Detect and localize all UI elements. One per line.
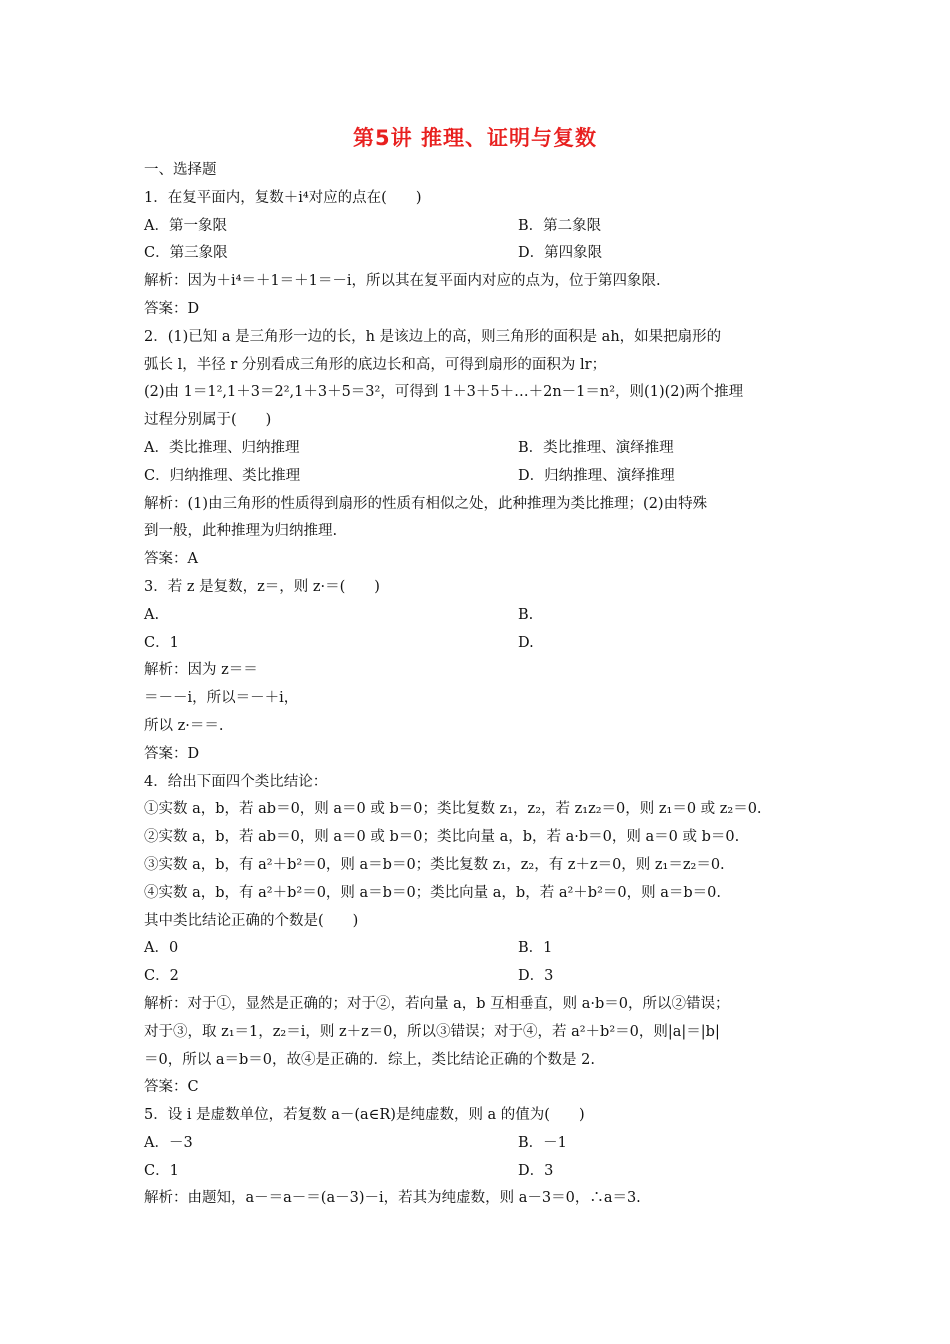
option-left: C．第三象限: [144, 245, 228, 262]
text-line: 解析：因为 z＝＝: [144, 662, 258, 679]
text-line: 对于③，取 z₁＝1，z₂＝i，则 z＋z＝0，所以③错误；对于④，若 a²＋b²＝0，则|a|＝|b|: [144, 1023, 720, 1040]
text-line: 解析：对于①，显然是正确的；对于②，若向量 a，b 互相垂直，则 a·b＝0，所以②错误；: [144, 995, 730, 1012]
option-right: D．3: [518, 1162, 554, 1179]
text-line: 解析：由题知，a－＝a－＝(a－3)－i，若其为纯虚数，则 a－3＝0，∴a＝3.: [144, 1190, 641, 1207]
text-line: 所以 z·＝＝.: [144, 717, 224, 734]
option-right: B．第二象限: [518, 217, 602, 234]
option-right: D．3: [518, 968, 554, 985]
text-line: 其中类比结论正确的个数是( ): [144, 912, 359, 929]
page-title: 第5讲 推理、证明与复数: [353, 126, 597, 150]
options-row: [144, 630, 824, 658]
text-line: 弧长 l，半径 r 分别看成三角形的底边长和高，可得到扇形的面积为 lr；: [144, 356, 607, 373]
text-line: 2．(1)已知 a 是三角形一边的长，h 是该边上的高，则三角形的面积是 ah，如果把扇形的: [144, 328, 722, 345]
option-left: A．类比推理、归纳推理: [144, 439, 300, 456]
options-row: [144, 935, 824, 963]
text-line: ③实数 a，b，有 a²＋b²＝0，则 a＝b＝0；类比复数 z₁，z₂，有 z＋z＝0，则 z₁＝z₂＝0.: [144, 856, 725, 873]
text-line: 到一般，此种推理为归纳推理.: [144, 523, 338, 540]
option-right: B.: [518, 606, 534, 623]
text-line: 一、选择题: [144, 162, 217, 178]
document-body: [144, 157, 824, 1213]
text-line: 答案：A: [144, 551, 198, 568]
option-left: C．2: [144, 968, 179, 985]
option-right: D.: [518, 634, 534, 651]
text-line: 过程分别属于( ): [144, 412, 272, 429]
text-line: 4．给出下面四个类比结论：: [144, 773, 328, 790]
text-line: (2)由 1＝1²,1＋3＝2²,1＋3＋5＝3²，可得到 1＋3＋5＋…＋2n－1＝n²，则(1)(2)两个推理: [144, 384, 744, 401]
text-line: 解析：(1)由三角形的性质得到扇形的性质有相似之处，此种推理为类比推理；(2)由特殊: [144, 495, 708, 512]
options-row: [144, 963, 824, 991]
options-row: [144, 602, 824, 630]
option-left: A.: [144, 606, 160, 623]
option-left: C．1: [144, 634, 179, 651]
option-left: C．归纳推理、类比推理: [144, 467, 301, 484]
options-row: [144, 1158, 824, 1186]
options-row: [144, 240, 824, 268]
option-left: C．1: [144, 1162, 179, 1179]
text-line: 答案：D: [144, 745, 200, 762]
text-line: 答案：C: [144, 1079, 199, 1096]
text-line: ＝－－i，所以＝－＋i，: [144, 690, 299, 707]
options-row: [144, 463, 824, 491]
text-line: ②实数 a，b，若 ab＝0，则 a＝0 或 b＝0；类比向量 a，b，若 a·b＝0，则 a＝0 或 b＝0.: [144, 829, 740, 846]
option-left: A．0: [144, 940, 179, 957]
text-line: 5．设 i 是虚数单位，若复数 a－(a∈R)是纯虚数，则 a 的值为( ): [144, 1107, 585, 1124]
option-left: A．第一象限: [144, 217, 227, 234]
text-line: ①实数 a，b，若 ab＝0，则 a＝0 或 b＝0；类比复数 z₁，z₂，若 z₁z₂＝0，则 z₁＝0 或 z₂＝0.: [144, 801, 762, 818]
text-line: 答案：D: [144, 300, 200, 317]
option-right: B．－1: [518, 1134, 567, 1151]
option-left: A．－3: [144, 1134, 193, 1151]
text-line: 解析：因为＋i⁴＝＋1＝＋1＝－i，所以其在复平面内对应的点为，位于第四象限.: [144, 273, 661, 290]
option-right: B．类比推理、演绎推理: [518, 439, 674, 456]
text-line: ④实数 a，b，有 a²＋b²＝0，则 a＝b＝0；类比向量 a，b，若 a²＋b²＝0，则 a＝b＝0.: [144, 884, 721, 901]
text-line: ＝0，所以 a＝b＝0，故④是正确的．综上，类比结论正确的个数是 2.: [144, 1051, 595, 1068]
options-row: [144, 435, 824, 463]
text-line: 1．在复平面内，复数＋i⁴对应的点在( ): [144, 189, 422, 206]
option-right: D．第四象限: [518, 245, 603, 262]
option-right: D．归纳推理、演绎推理: [518, 467, 675, 484]
text-line: 3．若 z 是复数，z＝，则 z·＝( ): [144, 578, 380, 595]
option-right: B．1: [518, 940, 553, 957]
options-row: [144, 1130, 824, 1158]
options-row: [144, 213, 824, 241]
